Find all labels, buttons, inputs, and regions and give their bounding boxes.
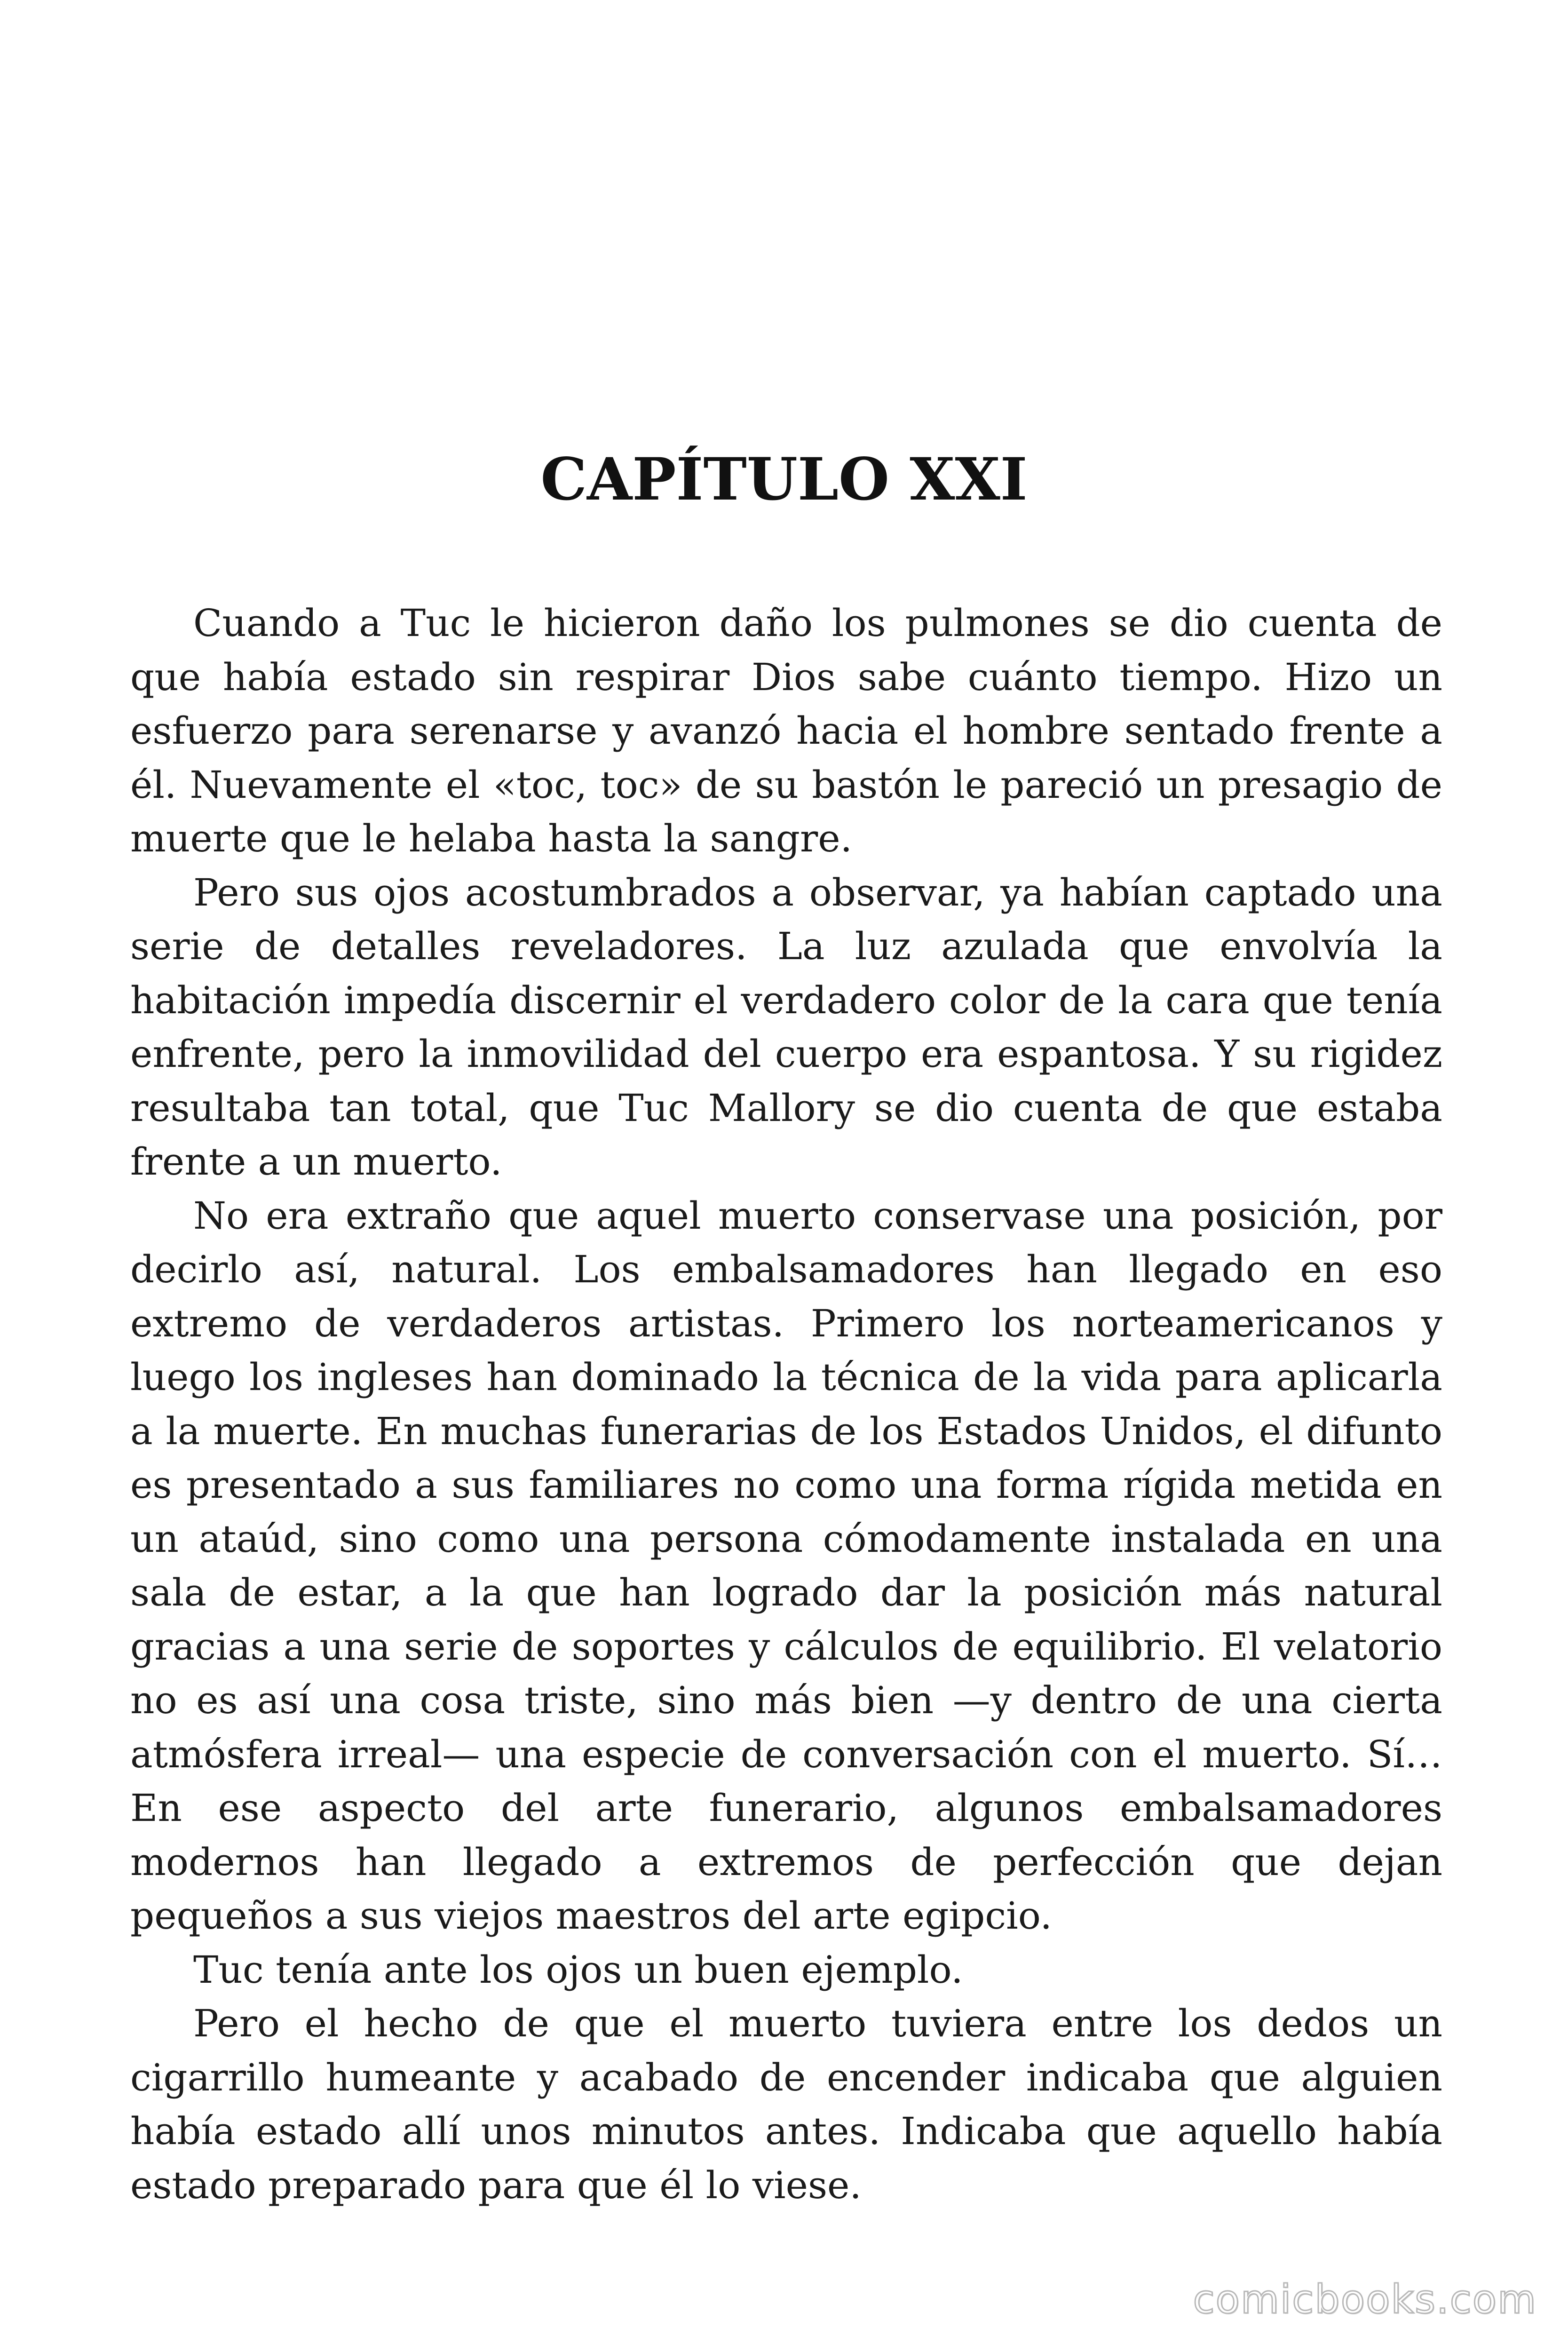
chapter-title: CAPÍTULO XXI <box>540 445 1028 514</box>
site-watermark: comicbooks.com <box>1193 2276 1537 2322</box>
paragraph: No era extraño que aquel muerto conservase una posición, por decirlo así, natural. Los embalsamadores han llegado en eso extremo de verdaderos artistas. Primero los norteamericanos y luego los ingleses han dominado la técnica de la vida para aplicarla a la muerte. En muchas funerarias de los Estados Unidos, el difunto es presentado a sus familiares no como una forma rígida metida en un ataúd, sino como una persona cómodamente instalada en una sala de estar, a la que han logrado dar la posición más natural gracias a una serie de soportes y cálculos de equilibrio. El velatorio no es así una cosa triste, sino más bien —y dentro de una cierta atmósfera irreal— una especie de conversación con el muerto. Sí… En ese aspecto del arte funerario, algunos embalsamadores modernos han llegado a extremos de perfección que dejan pequeños a sus viejos maestros del arte egipcio. <box>130 1193 1442 1938</box>
paragraph: Cuando a Tuc le hicieron daño los pulmones se dio cuenta de que había estado sin respirar Dios sabe cuánto tiempo. Hizo un esfuerzo para serenarse y avanzó hacia el hombre sentado frente a él. Nuevamente el «toc, toc» de su bastón le pareció un presagio de muerte que le helaba hasta la sangre. <box>130 601 1442 860</box>
chapter-body <box>130 596 1442 2212</box>
paragraph: Pero el hecho de que el muerto tuviera entre los dedos un cigarrillo humeante y acabado de encender indicaba que alguien había estado allí unos minutos antes. Indicaba que aquello había estado preparado para que él lo viese. <box>130 2002 1442 2207</box>
paragraph: Tuc tenía ante los ojos un buen ejemplo. <box>193 1947 963 1992</box>
paragraph: Pero sus ojos acostumbrados a observar, ya habían captado una serie de detalles reveladores. La luz azulada que envolvía la habitación impedía discernir el verdadero color de la cara que tenía enfrente, pero la inmovilidad del cuerpo era espantosa. Y su rigidez resultaba tan total, que Tuc Mallory se dio cuenta de que estaba frente a un muerto. <box>130 870 1442 1184</box>
